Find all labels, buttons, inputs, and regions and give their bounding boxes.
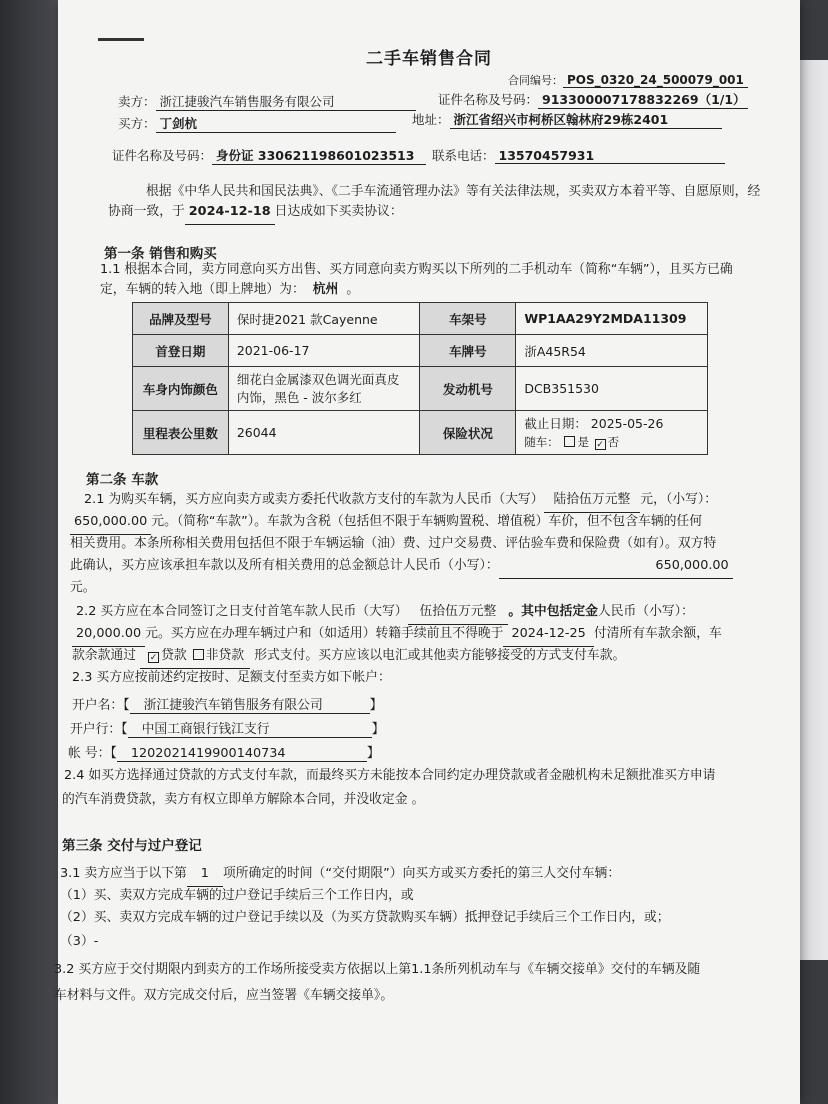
article-1-1-line-2: 定，车辆的转入地（即上牌地）为： 杭州 。 (100, 278, 760, 303)
insurance-no-checkbox: ✓ (596, 439, 604, 450)
article-3-1: 3.1 卖方应当于以下第 1 项所确定的时间（“交付期限”）向买方或买方委托的第三人交付车辆： (60, 862, 790, 887)
article-2-2-line-3: 款余款通过 ✓ 贷款 非贷款 形式支付。买方应该以电汇或其他卖方能够接受的方式支付车款。 (72, 644, 788, 669)
article-2-title: 第二条 车款 (86, 472, 159, 488)
account-name-row: 开户名：【 浙江捷骏汽车销售服务有限公司 】 (72, 694, 382, 714)
article-3-2-line-1: 3.2 买方应于交付期限内到卖方的工作场所接受卖方依据以上第1.1条所列机动车与《车辆交接单》交付的车辆及随 (54, 962, 701, 977)
article-2-4-line-2: 的汽车消费贷款，卖方有权立即单方解除本合同，并没收定金 。 (62, 792, 425, 807)
article-2-1-line-1: 2.1 为购买车辆，买方应向卖方或卖方委托代收款方支付的车款为人民币（大写） 陆拾伍万元整 元，（小写）： (84, 488, 784, 513)
intro-line-1: 根据《中华人民共和国民法典》、《二手车流通管理办法》等有关法律法规，买卖双方本着平等、自愿原则，经 (146, 184, 761, 199)
article-1-1-line-1: 1.1 根据本合同，卖方同意向买方出售、买方同意向卖方购买以下所列的二手机动车（简称“车辆”），且买方已确 (100, 262, 733, 277)
address-row: 地址： 浙江省绍兴市柯桥区翰林府29栋2401 (412, 110, 722, 129)
article-1-title: 第一条 销售和购买 (104, 246, 217, 262)
article-2-1-line-3: 相关费用。本条所称相关费用包括但不限于车辆运输（油）费、过户交易费、评估验车费和保险费（如有）。双方特 (70, 536, 717, 551)
article-2-4-line-1: 2.4 如买方选择通过贷款的方式支付车款，而最终买方未能按本合同约定办理贷款或者金融机构未足额批准买方申请 (64, 768, 716, 783)
page-title: 二手车销售合同 (366, 49, 492, 69)
loan-checkbox: ✓ (149, 653, 158, 663)
table-row: 品牌及型号 保时捷2021 款Cayenne 车架号 WP1AA29Y2MDA11309 (133, 303, 708, 335)
seller-row: 卖方： 浙江捷骏汽车销售服务有限公司 (118, 92, 416, 111)
account-number-row: 帐 号：【 1202021419900140734 】 (68, 746, 380, 761)
table-row: 首登日期 2021-06-17 车牌号 浙A45R54 (133, 335, 708, 367)
table-row: 里程表公里数 26044 保险状况 截止日期： 2025-05-26 随车： 是 ✓ 否 (133, 411, 708, 455)
article-2-1-line-2: 650,000.00 元。（简称“车款”）。车款为含税（包括但不限于车辆购置税、增值税）车价，但不包含车辆的任何 (70, 510, 780, 535)
article-2-2-line-2: 20,000.00 元。买方应在办理车辆过户和（如适用）转籍手续前且不得晚于 2024-12-25 付清所有车款余额，车 (72, 622, 788, 647)
contract-page (54, 0, 800, 1104)
article-3-option-2: （2）买、卖双方完成车辆的过户登记手续以及（为买方贷款购买车辆）抵押登记手续后三个工作日内，或； (60, 910, 670, 925)
buyer-row: 买方： 丁剑杭 (118, 114, 396, 133)
intro-line-2: 协商一致，于 2024-12-18 日达成如下买卖协议： (108, 200, 748, 225)
article-2-2-line-1: 2.2 买方应在本合同签订之日支付首笔车款人民币（大写） 伍拾伍万元整 。其中包括定金人民币（小写）： (76, 600, 786, 625)
phone-row: 联系电话： 13570457931 (432, 146, 725, 164)
article-3-option-1: （1）买、卖双方完成车辆的过户登记手续后三个工作日内，或 (60, 888, 414, 903)
article-2-1-line-5: 元。 (70, 580, 96, 595)
account-bank-row: 开户行：【 中国工商银行钱江支行 】 (70, 718, 384, 738)
buyer-cert-row: 证件名称及号码： 身份证 330621198601023513 (112, 146, 426, 165)
article-2-1-line-4: 此确认，买方应该承担车款以及所有相关费用的总金额总计人民币（小写）： 650,000.00 (70, 554, 780, 579)
corner-mark (98, 38, 144, 41)
article-2-3: 2.3 买方应按前述约定按时、足额支付至卖方如下帐户： (72, 670, 391, 685)
table-row: 车身内饰颜色 细花白金属漆双色调光面真皮内饰，黑色 - 波尔多红 发动机号 DCB351530 (133, 367, 708, 411)
vehicle-table (132, 302, 708, 455)
non-loan-checkbox (193, 649, 204, 660)
article-3-title: 第三条 交付与过户登记 (62, 838, 202, 854)
article-3-2-line-2: 车材料与文件。双方完成交付后，应当签署《车辆交接单》。 (54, 988, 394, 1003)
seller-cert-row: 证件名称及号码： 913300007178832269（1/1） (438, 90, 748, 109)
contract-number: 合同编号： POS_0320_24_500079_001 (508, 72, 748, 88)
insurance-yes-checkbox (564, 436, 575, 447)
article-3-option-3: （3）- (60, 934, 99, 949)
